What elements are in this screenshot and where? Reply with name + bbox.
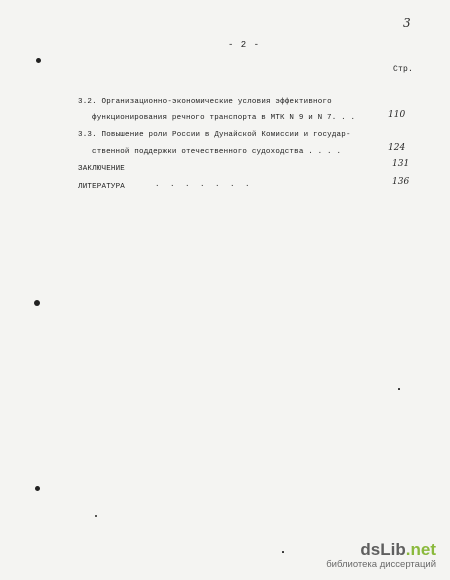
dslib-logo: dsLib.net [360, 540, 436, 559]
toc-conclusion-page: 131 [392, 159, 410, 169]
toc-literature-page: 136 [392, 177, 410, 187]
toc-literature-label: ЛИТЕРАТУРА [78, 183, 126, 191]
page-column-label: Стр. [393, 65, 414, 74]
handwritten-sheet-number: 3 [403, 16, 411, 30]
toc-entry-3-2-line1: 3.2. Организационно-экономические условия эффективного [78, 98, 332, 106]
toc-conclusion-label: ЗАКЛЮЧЕНИЕ [78, 165, 126, 173]
page-number: - 2 - [228, 40, 261, 50]
toc-entry-3-3-page: 124 [388, 143, 406, 153]
binding-mark-bottom [35, 486, 40, 491]
scan-speck [95, 515, 97, 517]
toc-entry-3-3-line1: 3.3. Повышение роли России в Дунайской Комиссии и государ- [78, 131, 351, 139]
dslib-subtitle: библиотека диссертаций [326, 559, 436, 570]
binding-mark-top [36, 58, 41, 63]
toc-entry-3-3-line2: ственной поддержки отечественного судоходства . . . . [92, 148, 342, 156]
scan-speck [282, 551, 284, 553]
toc-entry-3-2-line2: функционирования речного транспорта в МТК N 9 и N 7. . . [92, 114, 356, 122]
binding-mark-middle [34, 300, 40, 306]
toc-literature-dots: . . . . . . . [155, 181, 253, 189]
dslib-watermark [326, 540, 436, 570]
toc-entry-3-2-page: 110 [388, 110, 406, 120]
scan-speck [398, 388, 400, 390]
